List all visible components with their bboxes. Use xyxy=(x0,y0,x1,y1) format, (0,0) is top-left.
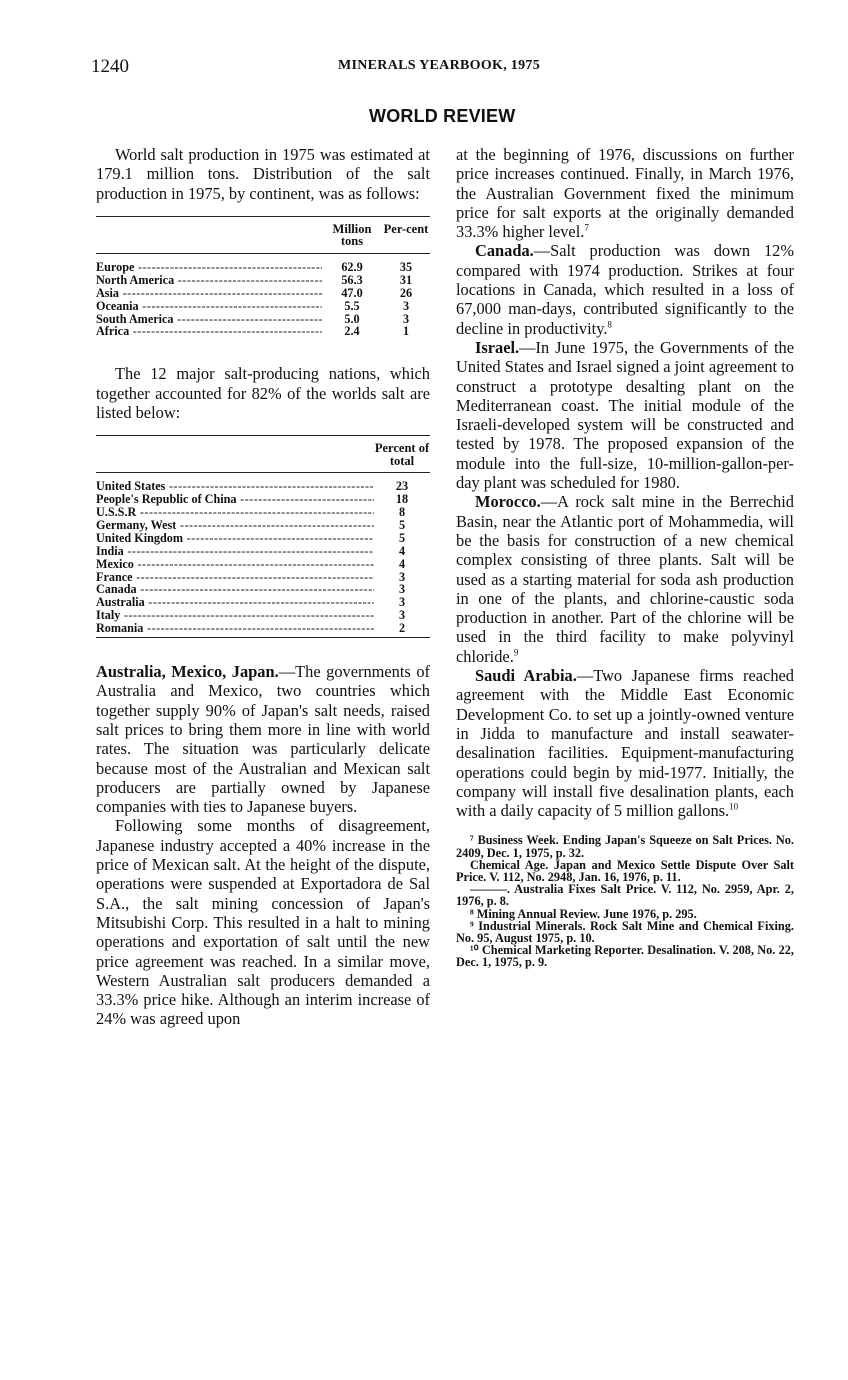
row-label: Africa ----- xyxy=(96,325,322,338)
table-row xyxy=(96,558,430,571)
saudi-paragraph xyxy=(456,666,794,820)
table-row xyxy=(96,583,430,596)
row-tons: 56.3 xyxy=(341,272,363,287)
row-pct: 3 xyxy=(398,595,406,610)
table-row xyxy=(96,325,430,338)
nations-table xyxy=(96,435,430,638)
footnote: ———. Australia Fixes Salt Price. V. 112, No. 2959, Apr. 2, 1976, p. 8. xyxy=(456,882,794,909)
row-label: South America ----- xyxy=(96,313,322,326)
row-label: United Kingdom ----- xyxy=(96,532,374,545)
canada-text: —Salt production was down 12% compared with 1974 production. Strikes at four locations in Canada, which resulted in a loss of 67,000 man-days, contributed significantly to the decline in productivity. xyxy=(456,241,794,338)
table-row xyxy=(96,480,430,493)
continuation-paragraph xyxy=(456,145,794,241)
row-pct: 3 xyxy=(398,608,406,623)
row-pct: 8 xyxy=(398,505,406,520)
australia-text: —The governments of Australia and Mexico, two countries which together supply 90% of Japan's salt needs, raised salt prices to bring them more in line with world rates. The situation was particularly delicate because most of the Australian and Mexican salt producers are partially owned by Japanese companies with ties to Japanese buyers. xyxy=(96,662,430,817)
saudi-heading: Saudi Arabia. xyxy=(475,666,577,686)
canada-paragraph xyxy=(456,241,794,337)
row-pct: 35 xyxy=(399,259,413,274)
table-row xyxy=(96,609,430,622)
morocco-paragraph xyxy=(456,492,794,666)
canada-heading: Canada. xyxy=(475,241,534,261)
row-label: Mexico ----- xyxy=(96,558,374,571)
footnote: ⁷ Business Week. Ending Japan's Squeeze on Salt Prices. No. 2409, Dec. 1, 1975, p. 32. xyxy=(456,833,794,860)
australia-paragraph xyxy=(96,662,430,816)
row-label: France ----- xyxy=(96,571,374,584)
footnote: ⁹ Industrial Minerals. Rock Salt Mine and Chemical Fixing. No. 95, August 1975, p. 10. xyxy=(456,918,794,946)
row-pct: 3 xyxy=(398,569,406,584)
row-label: Oceania ----- xyxy=(96,300,322,313)
left-column xyxy=(96,145,430,1029)
row-label: Romania ----- xyxy=(96,622,374,635)
continent-table-header xyxy=(96,217,430,253)
continuation-text: at the beginning of 1976, discussions on further price increases continued. Finally, in March 1976, the Australian Government fixed the minimum price for salt exports at the originally demanded 33.3% higher level. xyxy=(456,145,794,242)
row-label: India ----- xyxy=(96,545,374,558)
table-row xyxy=(96,519,430,532)
row-pct: 2 xyxy=(398,621,406,636)
footnotes xyxy=(456,834,794,968)
row-tons: 5.0 xyxy=(344,311,360,326)
footnote-ref: 10 xyxy=(729,801,739,812)
section-title: WORLD REVIEW xyxy=(369,106,516,126)
row-pct: 4 xyxy=(398,556,406,571)
major-nations-paragraph: The 12 major salt-producing nations, which together accounted for 82% of the worlds salt are listed below: xyxy=(96,364,430,422)
col-header-million-tons: Million tons xyxy=(332,221,372,249)
page-number: 1240 xyxy=(91,56,129,77)
table-row xyxy=(96,596,430,609)
table-row xyxy=(96,571,430,584)
row-tons: 62.9 xyxy=(341,259,363,274)
running-head: MINERALS YEARBOOK, 1975 xyxy=(338,58,541,73)
table-row xyxy=(96,300,430,313)
row-pct: 1 xyxy=(402,324,410,339)
footnote-ref: 9 xyxy=(513,647,519,658)
row-label: Germany, West ----- xyxy=(96,519,374,532)
morocco-text: —A rock salt mine in the Berrechid Basin, near the Atlantic port of Mohammedia, will be the basis for construction of a new chemical complex consisting of three plants. Salt will be used as a starting material for soda ash production in one of the plants, and chlorine-caustic soda production in another. Part of the chlorine will be used in the third facility to make polyvinyl chloride. xyxy=(456,492,794,666)
row-label: Italy ----- xyxy=(96,609,374,622)
table-row xyxy=(96,313,430,326)
morocco-heading: Morocco. xyxy=(475,492,541,512)
row-tons: 2.4 xyxy=(344,324,360,339)
col-header-percent: Per-cent xyxy=(383,221,429,236)
footnote-ref: 8 xyxy=(607,319,612,330)
australia-heading: Australia, Mexico, Japan. xyxy=(96,662,279,682)
following-paragraph: Following some months of disagreement, Japanese industry accepted a 40% increase in the price of Mexican salt. At the height of the dispute, operations were suspended at Exportadora de Sal S.A., the salt mining concession of Japan's Mitsubishi Corp. This resulted in a halt to mining operations and exportation of salt until the new price agreement was reached. In a similar move, Western Australian salt producers demanded a 33.3% price hike. Although an interim increase of 24% was agreed upon xyxy=(96,816,430,1029)
row-label: North America ----- xyxy=(96,274,322,287)
row-pct: 23 xyxy=(395,479,409,494)
footnote: ¹⁰ Chemical Marketing Reporter. Desalination. V. 208, No. 22, Dec. 1, 1975, p. 9. xyxy=(456,943,794,970)
table-row xyxy=(96,506,430,519)
row-label: Asia ----- xyxy=(96,287,322,300)
table-row xyxy=(96,545,430,558)
row-pct: 5 xyxy=(398,530,406,545)
row-label: Australia ----- xyxy=(96,596,374,609)
row-pct: 3 xyxy=(402,311,410,326)
israel-text: —In June 1975, the Governments of the United States and Israel signed a joint agreement to construct a prototype desalting plant on the Mediterranean coast. The initial module of the Israeli-developed system will be constructed and tested by 1978. The proposed expansion of the module into the full-size, 10-million-gallon-per-day plant was scheduled for 1980. xyxy=(456,337,794,493)
intro-paragraph: World salt production in 1975 was estimated at 179.1 million tons. Distribution of the salt production in 1975, by continent, was as follows: xyxy=(96,145,430,203)
row-label: United States ----- xyxy=(96,480,374,493)
row-tons: 5.5 xyxy=(344,298,360,313)
footnote-ref: 7 xyxy=(584,222,589,233)
nations-table-header xyxy=(96,436,430,472)
table-row xyxy=(96,532,430,545)
table-row xyxy=(96,493,430,506)
table-row xyxy=(96,274,430,287)
table-row xyxy=(96,261,430,274)
continent-table xyxy=(96,216,430,340)
israel-paragraph xyxy=(456,338,794,492)
row-pct: 18 xyxy=(395,492,409,507)
footnote: Chemical Age. Japan and Mexico Settle Dispute Over Salt Price. V. 112, No. 2948, Jan. 16, 1976, p. 11. xyxy=(456,857,794,884)
row-pct: 3 xyxy=(402,298,410,313)
row-label: U.S.S.R ----- xyxy=(96,506,374,519)
row-tons: 47.0 xyxy=(341,285,363,300)
right-column xyxy=(456,145,794,969)
row-pct: 31 xyxy=(399,272,413,287)
row-label: Canada ----- xyxy=(96,583,374,596)
row-label: People's Republic of China ----- xyxy=(96,493,374,506)
footnote: ⁸ Mining Annual Review. June 1976, p. 295. xyxy=(470,906,697,921)
saudi-text: —Two Japanese firms reached agreement with the Middle East Economic Development Co. to set up a jointly-owned venture in Jidda to manufacture and install seawater-desalination facilities. Equipment-manufacturing operations could begin by mid-1977. Initially, the company will install five desalination plants, each with a daily capacity of 5 million gallons. xyxy=(456,666,794,821)
row-pct: 26 xyxy=(399,285,413,300)
israel-heading: Israel. xyxy=(475,337,520,357)
table-row xyxy=(96,622,430,635)
row-pct: 4 xyxy=(398,543,406,558)
col-header-percent-of-total: Percent of total xyxy=(374,441,430,468)
table-row xyxy=(96,287,430,300)
row-pct: 5 xyxy=(398,517,406,532)
row-label: Europe ----- xyxy=(96,261,322,274)
row-pct: 3 xyxy=(398,582,406,597)
